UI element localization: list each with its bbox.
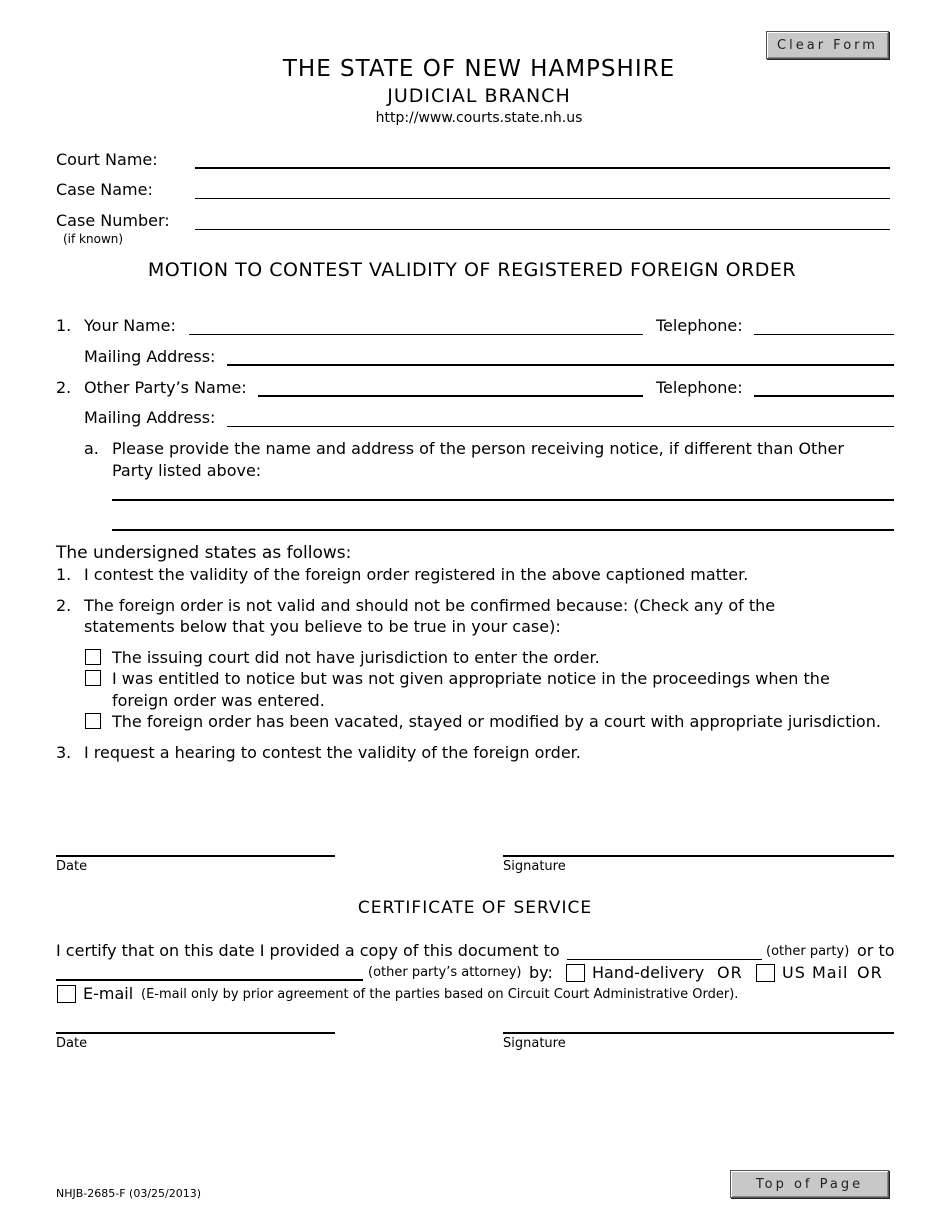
your-telephone-label: Telephone: bbox=[656, 316, 743, 335]
us-mail-checkbox[interactable] bbox=[756, 964, 775, 982]
other-party-name-label: Other Party’s Name: bbox=[84, 378, 247, 397]
court-name-field[interactable] bbox=[195, 167, 890, 169]
state-heading: THE STATE OF NEW HAMPSHIRE bbox=[282, 56, 676, 82]
jurisdiction-option: The issuing court did not have jurisdiction to enter the order. bbox=[112, 648, 600, 667]
attorney-note: (other party’s attorney) bbox=[368, 965, 522, 980]
statement-3: I request a hearing to contest the validity of the foreign order. bbox=[84, 743, 581, 762]
statement-number-2: 2. bbox=[56, 596, 72, 615]
top-of-page-button[interactable]: Top of Page bbox=[730, 1170, 889, 1198]
form-id: NHJB-2685-F (03/25/2013) bbox=[56, 1187, 202, 1200]
notice-recipient-text-line1: Please provide the name and address of the person receiving notice, if different than Other bbox=[112, 439, 844, 458]
case-name-label: Case Name: bbox=[56, 180, 153, 199]
us-mail-label: US Mail bbox=[782, 963, 849, 982]
notice-checkbox[interactable] bbox=[85, 670, 101, 686]
case-number-label: Case Number: bbox=[56, 211, 170, 230]
case-name-field[interactable] bbox=[195, 198, 890, 199]
vacated-checkbox[interactable] bbox=[85, 713, 101, 729]
notice-option-line2: foreign order was entered. bbox=[112, 691, 325, 710]
notice-recipient-field-1[interactable] bbox=[112, 499, 894, 501]
statement-2-line2: statements below that you believe to be true in your case): bbox=[84, 617, 561, 636]
notice-option-line1: I was entitled to notice but was not given appropriate notice in the proceedings when the bbox=[112, 669, 830, 688]
statement-2-line1: The foreign order is not valid and should not be confirmed because: (Check any of the bbox=[84, 596, 776, 615]
other-telephone-label: Telephone: bbox=[656, 378, 743, 397]
date-label: Date bbox=[56, 859, 88, 874]
if-known-note: (if known) bbox=[63, 232, 124, 246]
certificate-title: CERTIFICATE OF SERVICE bbox=[357, 898, 593, 918]
hand-delivery-label: Hand-delivery bbox=[592, 963, 705, 982]
statement-number-3: 3. bbox=[56, 743, 72, 762]
jurisdiction-checkbox[interactable] bbox=[85, 649, 101, 665]
attorney-service-field[interactable] bbox=[56, 979, 363, 981]
your-telephone-field[interactable] bbox=[754, 334, 894, 335]
by-text: by: bbox=[529, 963, 553, 982]
other-party-note: (other party) bbox=[766, 944, 850, 959]
court-name-label: Court Name: bbox=[56, 150, 158, 169]
item-number-2: 2. bbox=[56, 378, 72, 397]
vacated-option: The foreign order has been vacated, stayed or modified by a court with appropriate jurisdiction. bbox=[112, 712, 881, 731]
email-note: (E-mail only by prior agreement of the parties based on Circuit Court Administrative Order). bbox=[141, 987, 739, 1002]
signature-field[interactable] bbox=[503, 855, 894, 857]
item-number-1: 1. bbox=[56, 316, 72, 335]
service-signature-field[interactable] bbox=[503, 1032, 894, 1034]
branch-heading: JUDICIAL BRANCH bbox=[387, 85, 571, 107]
other-party-name-field[interactable] bbox=[258, 395, 643, 397]
your-name-label: Your Name: bbox=[84, 316, 176, 335]
signature-label: Signature bbox=[503, 859, 566, 874]
your-mailing-address-label: Mailing Address: bbox=[84, 347, 216, 366]
service-signature-label: Signature bbox=[503, 1036, 566, 1051]
or-text-2: OR bbox=[857, 963, 883, 982]
court-url: http://www.courts.state.nh.us bbox=[375, 110, 583, 126]
notice-recipient-field-2[interactable] bbox=[112, 529, 894, 531]
email-checkbox[interactable] bbox=[57, 985, 76, 1003]
form-title: MOTION TO CONTEST VALIDITY OF REGISTERED FOREIGN ORDER bbox=[147, 259, 797, 281]
or-to-text: or to bbox=[857, 941, 895, 960]
statements-intro: The undersigned states as follows: bbox=[56, 543, 352, 563]
statement-1: I contest the validity of the foreign order registered in the above captioned matter. bbox=[84, 565, 749, 584]
your-name-field[interactable] bbox=[189, 334, 643, 335]
item-letter-a: a. bbox=[84, 439, 99, 458]
clear-form-button[interactable]: Clear Form bbox=[766, 31, 889, 59]
certify-text: I certify that on this date I provided a copy of this document to bbox=[56, 941, 560, 960]
service-date-label: Date bbox=[56, 1036, 88, 1051]
statement-number-1: 1. bbox=[56, 565, 72, 584]
your-mailing-address-field[interactable] bbox=[227, 364, 894, 366]
or-text-1: OR bbox=[717, 963, 743, 982]
date-field[interactable] bbox=[56, 855, 335, 857]
notice-recipient-text-line2: Party listed above: bbox=[112, 461, 262, 480]
other-mailing-address-label: Mailing Address: bbox=[84, 408, 216, 427]
email-label: E-mail bbox=[83, 984, 134, 1003]
other-mailing-address-field[interactable] bbox=[227, 426, 894, 427]
other-party-service-field[interactable] bbox=[567, 959, 762, 960]
case-number-field[interactable] bbox=[195, 229, 890, 230]
other-telephone-field[interactable] bbox=[754, 395, 894, 397]
service-date-field[interactable] bbox=[56, 1032, 335, 1034]
hand-delivery-checkbox[interactable] bbox=[566, 964, 585, 982]
